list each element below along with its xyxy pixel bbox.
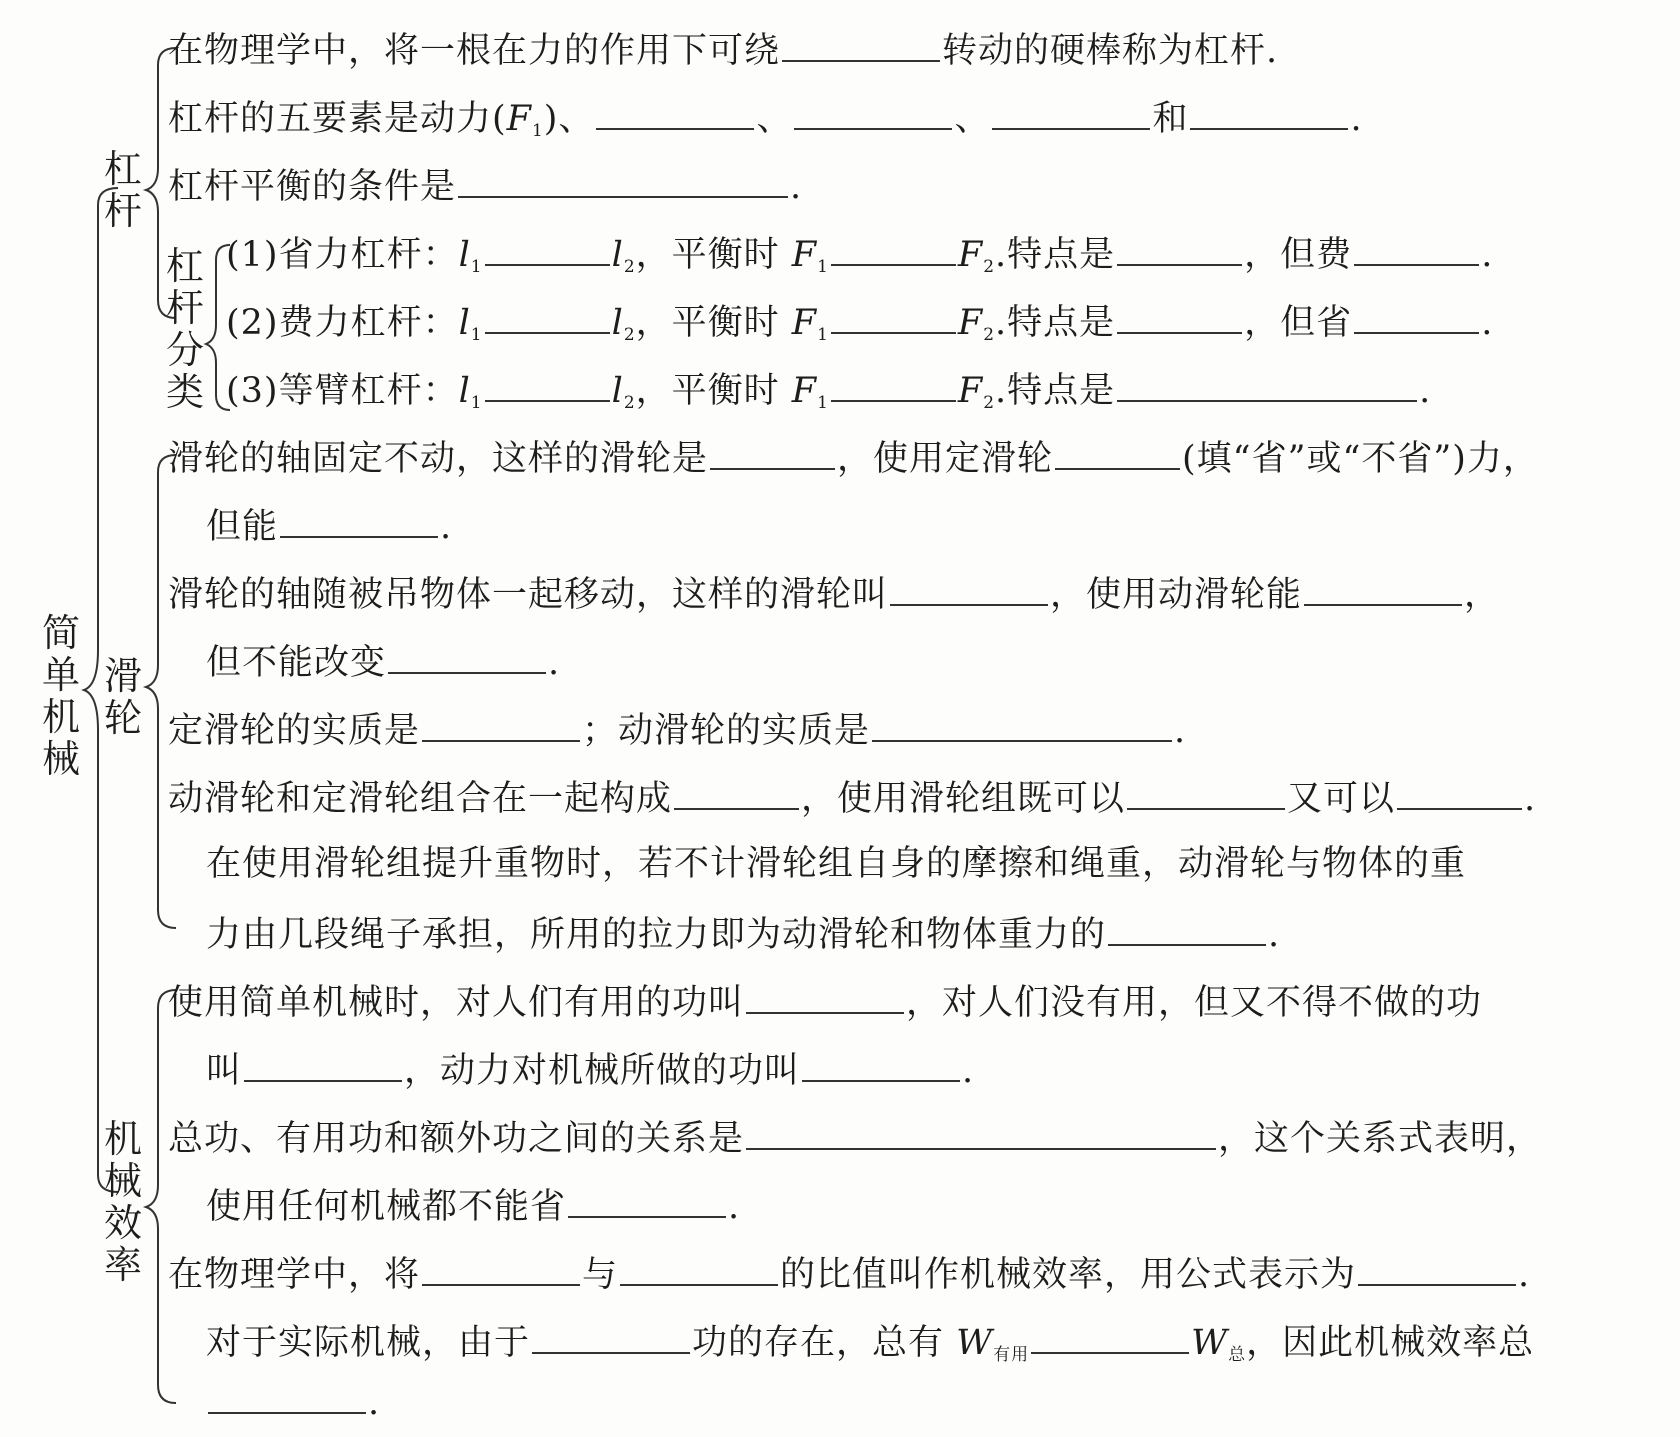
blank-extra-work-type[interactable] [532, 1312, 690, 1354]
pulley-label: 滑轮 [103, 654, 142, 740]
lever-label: 杠杆 [103, 147, 142, 233]
lever-elements: 杠杆的五要素是动力$(F_1)$、 、 、 和 . [168, 88, 1363, 144]
blank-force-compare[interactable] [831, 224, 956, 266]
blank-arm-compare[interactable] [485, 292, 610, 334]
efficiency-relation: 总功、有用功和额外功之间的关系是 ，这个关系式表明， [168, 1108, 1542, 1164]
blank-save-work[interactable] [568, 1176, 726, 1218]
blank-pulley-block[interactable] [674, 768, 799, 810]
lever-class-row: (2)费力杠杆：$l_1$ $l_2$，平衡时 $F_1$ $F_2$.特点是 ，但省 . [226, 292, 1493, 348]
blank-arm-compare[interactable] [485, 360, 610, 402]
blank-feature[interactable] [1117, 224, 1242, 266]
pulley-fixed-cont: 但能 . [206, 496, 452, 552]
blank-force-compare[interactable] [831, 292, 956, 334]
blank-numerator[interactable] [422, 1244, 580, 1286]
blank-fixed-pulley[interactable] [710, 428, 835, 470]
blank-rotation-point[interactable] [782, 20, 940, 62]
blank-efficiency-bound[interactable] [208, 1372, 366, 1414]
blank-block-benefit-2[interactable] [1397, 768, 1522, 810]
lever-class-row: (1)省力杠杆：$l_1$ $l_2$，平衡时 $F_1$ $F_2$.特点是 ，但费 . [226, 224, 1493, 280]
blank-denominator[interactable] [620, 1244, 778, 1286]
efficiency-definition: 在物理学中，将 与 的比值叫作机械效率，用公式表示为 . [168, 1244, 1530, 1300]
blank-movable-pulley[interactable] [890, 564, 1048, 606]
blank-compare-work[interactable] [1031, 1312, 1189, 1354]
blank-element-3[interactable] [794, 88, 952, 130]
blank-force-direction[interactable] [388, 632, 546, 674]
blank-cost[interactable] [1354, 224, 1479, 266]
blank-fraction[interactable] [1108, 904, 1266, 946]
pulley-essence: 定滑轮的实质是 ；动滑轮的实质是 . [168, 700, 1186, 756]
pulley-block-cont: 力由几段绳子承担，所用的拉力即为动滑轮和物体重力的 . [206, 904, 1280, 960]
lever-class-label: 杠杆分类 [165, 244, 204, 414]
efficiency-work-cont: 叫 ，动力对机械所做的功叫 . [206, 1040, 974, 1096]
pulley-block: 动滑轮和定滑轮组合在一起构成 ，使用滑轮组既可以 又可以 . [168, 768, 1536, 824]
lever-class-row: (3)等臂杠杆：$l_1$ $l_2$，平衡时 $F_1$ $F_2$.特点是 . [226, 360, 1431, 416]
blank-extra-work[interactable] [244, 1040, 402, 1082]
blank-save[interactable] [1354, 292, 1479, 334]
root-label: 简单机械 [41, 611, 80, 781]
blank-save-half-force[interactable] [1304, 564, 1462, 606]
blank-force-compare[interactable] [831, 360, 956, 402]
efficiency-definition-end: . [206, 1372, 380, 1428]
pulley-movable-cont: 但不能改变 . [206, 632, 560, 688]
blank-useful-work[interactable] [746, 972, 904, 1014]
blank-block-benefit-1[interactable] [1127, 768, 1285, 810]
blank-fixed-essence[interactable] [422, 700, 580, 742]
efficiency-definition-cont: 对于实际机械，由于 功的存在，总有 $W_{有用}$ $W_总$，因此机械效率总 [206, 1312, 1534, 1368]
lever-definition: 在物理学中，将一根在力的作用下可绕 转动的硬棒称为杠杆. [168, 20, 1278, 76]
blank-relation[interactable] [746, 1108, 1216, 1150]
blank-movable-essence[interactable] [872, 700, 1172, 742]
pulley-movable: 滑轮的轴随被吊物体一起移动，这样的滑轮叫 ，使用动滑轮能 ， [168, 564, 1500, 620]
efficiency-brace [146, 990, 176, 1403]
pulley-brace [146, 455, 176, 928]
efficiency-label: 机械效率 [103, 1117, 142, 1287]
pulley-fixed: 滑轮的轴固定不动，这样的滑轮是 ，使用定滑轮 (填“省”或“不省”)力， [168, 428, 1539, 484]
blank-element-5[interactable] [1190, 88, 1348, 130]
blank-element-4[interactable] [992, 88, 1150, 130]
lever-balance: 杠杆平衡的条件是 . [168, 156, 802, 212]
blank-balance-condition[interactable] [458, 156, 788, 198]
pulley-block-cont: 在使用滑轮组提升重物时，若不计滑轮组自身的摩擦和绳重，动滑轮与物体的重 [206, 844, 1467, 884]
blank-save-force[interactable] [1055, 428, 1180, 470]
blank-element-2[interactable] [596, 88, 754, 130]
blank-arm-compare[interactable] [485, 224, 610, 266]
blank-feature[interactable] [1117, 292, 1242, 334]
blank-feature[interactable] [1117, 360, 1417, 402]
blank-change-direction[interactable] [280, 496, 438, 538]
efficiency-relation-cont: 使用任何机械都不能省 . [206, 1176, 740, 1232]
efficiency-work: 使用简单机械时，对人们有用的功叫 ，对人们没有用，但又不得不做的功 [168, 972, 1482, 1028]
blank-total-work[interactable] [802, 1040, 960, 1082]
blank-formula[interactable] [1358, 1244, 1516, 1286]
